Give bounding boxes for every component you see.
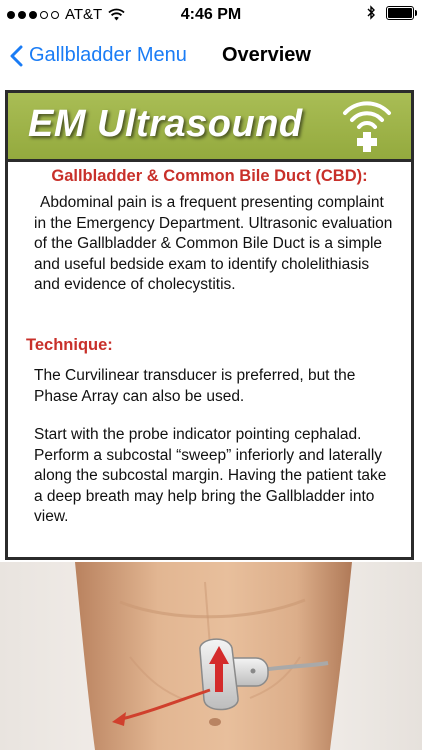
status-bar [0, 0, 422, 32]
back-button-label: Gallbladder Menu [29, 44, 187, 66]
intro-paragraph: Abdominal pain is a frequent presenting complaint in the Emergency Department. Ultrasonic evaluation of the Gallbladder & Common Bile Duct is a simple and useful bedside exam to identify cholelithiasis and evidence of cholecystitis. [34, 194, 393, 293]
bluetooth-icon [367, 5, 376, 20]
technique-paragraph-1: The Curvilinear transducer is preferred, but the Phase Array can also be used. [34, 367, 356, 405]
technique-paragraph-2: Start with the probe indicator pointing cephalad. Perform a subcostal “sweep” inferiorly and laterally along the subcostal margin. Having the patient take a deep breath may help bring the Gallbladder into view. [34, 426, 387, 525]
wifi-plus-icon [341, 99, 393, 153]
page-title: Overview [222, 44, 311, 66]
back-button[interactable] [10, 44, 187, 67]
app-banner [8, 93, 411, 162]
technique-heading: Technique: [26, 336, 113, 354]
status-time: 4:46 PM [180, 6, 242, 23]
torso-illustration [0, 562, 422, 750]
status-right [367, 5, 414, 20]
section-heading: Gallbladder & Common Bile Duct (CBD): [51, 167, 368, 185]
navigation-bar [0, 32, 422, 84]
battery-icon [386, 6, 414, 20]
content-panel [5, 90, 414, 560]
brand-title: EM Ultrasound [28, 103, 303, 145]
chevron-left-icon [10, 45, 23, 67]
probe-position-photo [0, 562, 422, 750]
carrier-label: AT&T [65, 6, 103, 23]
